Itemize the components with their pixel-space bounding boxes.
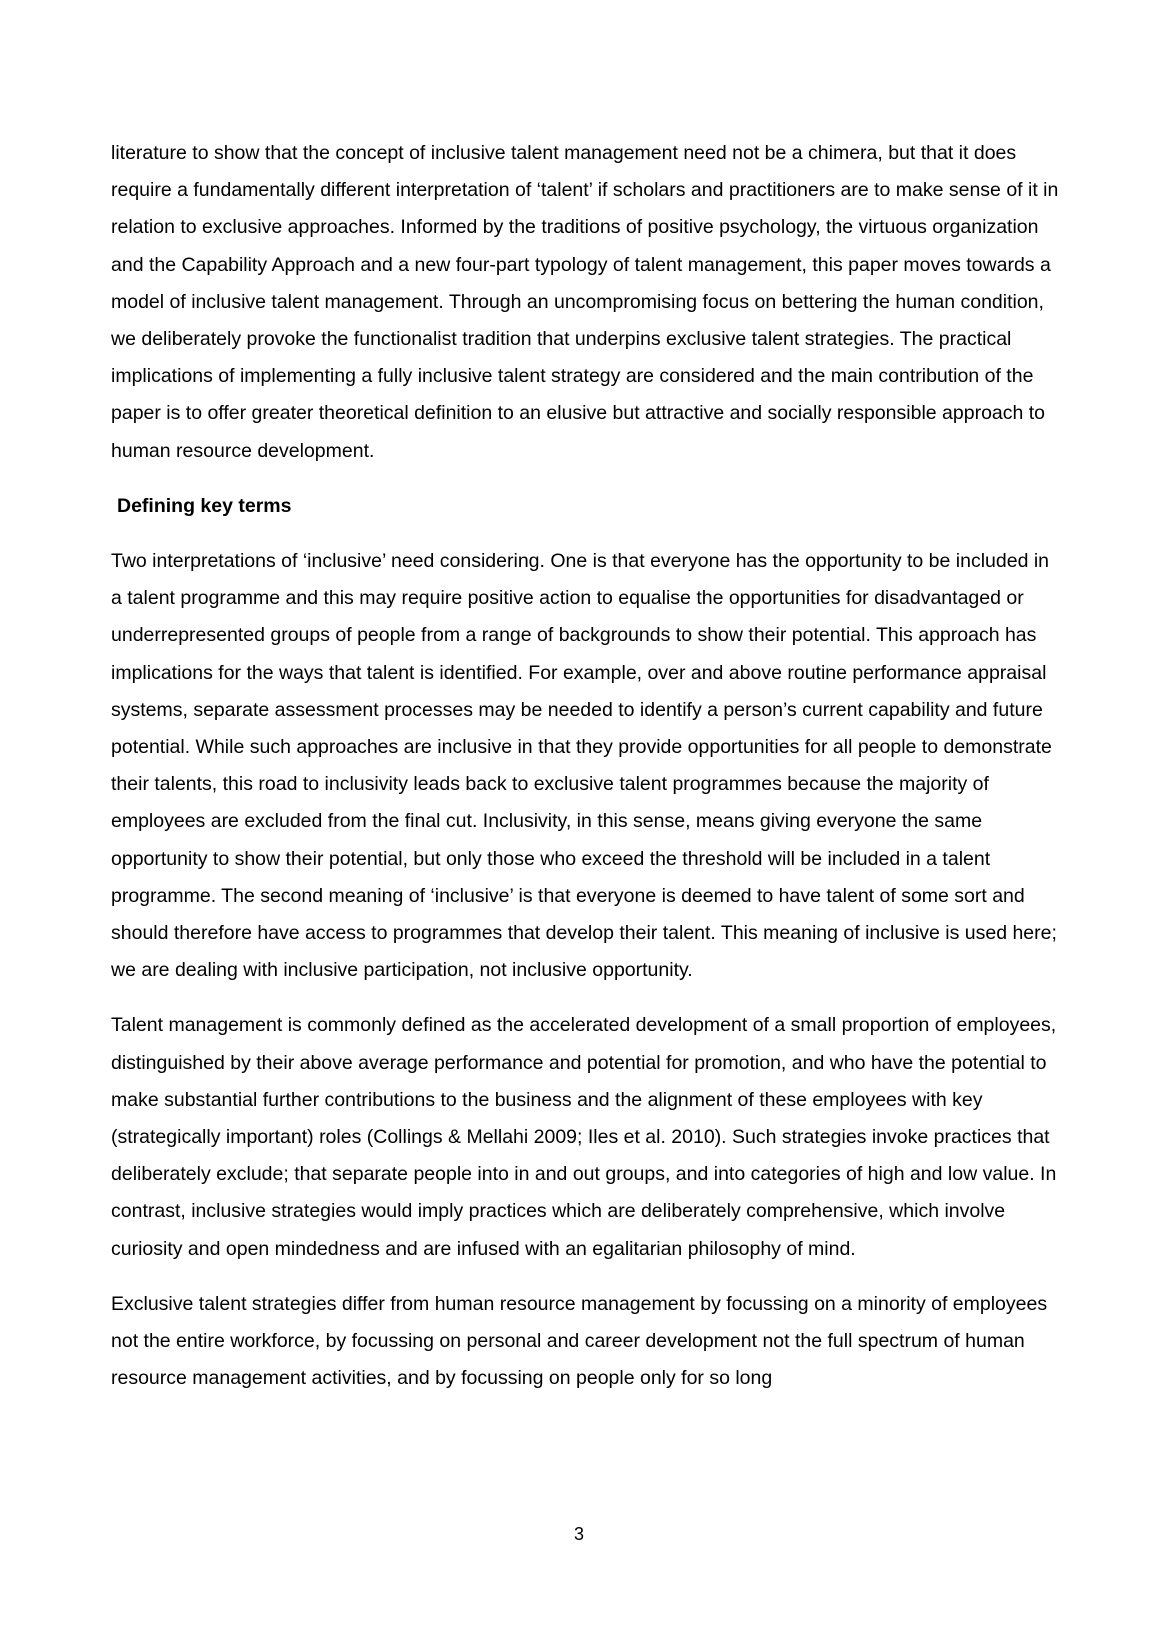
document-page bbox=[111, 135, 1059, 1416]
body-paragraph-1: literature to show that the concept of inclusive talent management need not be a chimera, but that it does require a fundamentally different interpretation of ‘talent’ if scholars and practitioners are to make sense of it in relation to exclusive approaches. Informed by the traditions of positive psychology, the virtuous organization and the Capability Approach and a new four-part typology of talent management, this paper moves towards a model of inclusive talent management. Through an uncompromising focus on bettering the human condition, we deliberately provoke the functionalist tradition that underpins exclusive talent strategies. The practical implications of implementing a fully inclusive talent strategy are considered and the main contribution of the paper is to offer greater theoretical definition to an elusive but attractive and socially responsible approach to human resource development. bbox=[111, 142, 1059, 462]
body-paragraph-4: Exclusive talent strategies differ from human resource management by focussing on a minority of employees not the entire workforce, by focussing on personal and career development not the full spectrum of human resource management activities, and by focussing on people only for so long bbox=[111, 1292, 1048, 1390]
page-number: 3 bbox=[573, 1524, 584, 1544]
body-paragraph-3: Talent management is commonly defined as the accelerated development of a small proportion of employees, distinguished by their above average performance and potential for promotion, and who have the potential to make substantial further contributions to the business and the alignment of these employees with key (strategically important) roles (Collings & Mellahi 2009; Iles et al. 2010). Such strategies invoke practices that deliberately exclude; that separate people into in and out groups, and into categories of high and low value. In contrast, inclusive strategies would imply practices which are deliberately comprehensive, which involve curiosity and open mindedness and are infused with an egalitarian philosophy of mind. bbox=[111, 1014, 1057, 1260]
section-heading: Defining key terms bbox=[117, 494, 292, 517]
body-paragraph-2: Two interpretations of ‘inclusive’ need considering. One is that everyone has the opportunity to be included in a talent programme and this may require positive action to equalise the opportunities for disadvantaged or underrepresented groups of people from a range of backgrounds to show their potential. This approach has implications for the ways that talent is identified. For example, over and above routine performance appraisal systems, separate assessment processes may be needed to identify a person’s current capability and future potential. While such approaches are inclusive in that they provide opportunities for all people to demonstrate their talents, this road to inclusivity leads back to exclusive talent programmes because the majority of employees are excluded from the final cut. Inclusivity, in this sense, means giving everyone the same opportunity to show their potential, but only those who exceed the threshold will be included in a talent programme. The second meaning of ‘inclusive’ is that everyone is deemed to have talent of some sort and should therefore have access to programmes that develop their talent. This meaning of inclusive is used here; we are dealing with inclusive participation, not inclusive opportunity. bbox=[111, 550, 1057, 982]
